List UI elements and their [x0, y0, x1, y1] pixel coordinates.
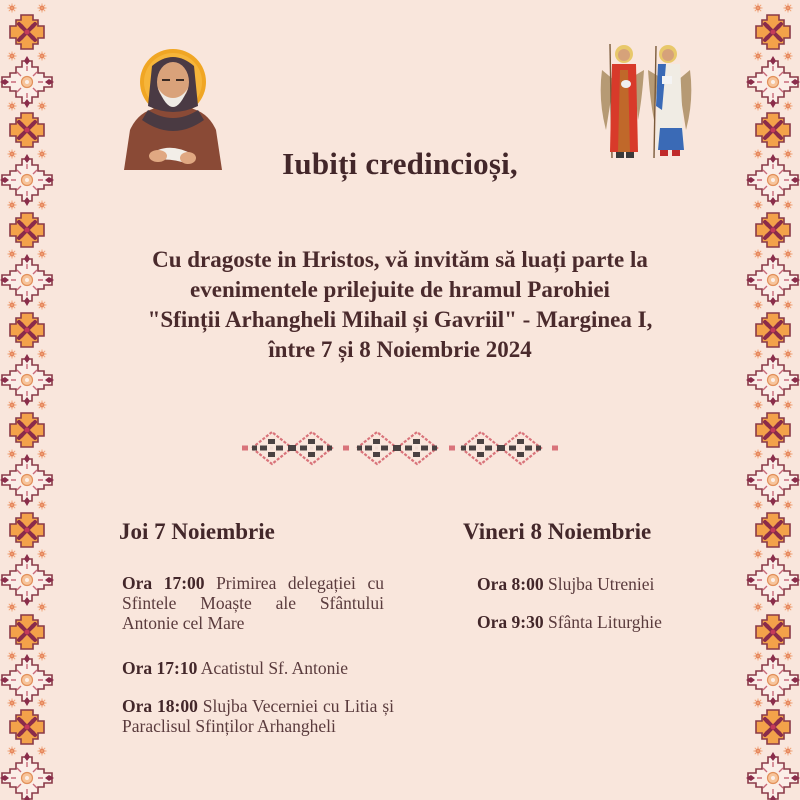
- schedule-event: [122, 658, 384, 678]
- day-heading-thursday: Joi 7 Noiembrie: [119, 519, 275, 544]
- event-description: Primirea delegației cu Sfintele Moaște ale Sfântului Antonie cel Mare: [122, 573, 384, 633]
- event-description: Acatistul Sf. Antonie: [200, 658, 349, 678]
- invitation-line: evenimentele prilejuite de hramul Parohiei: [190, 277, 610, 302]
- folk-border-right: [744, 0, 800, 800]
- invitation-text: [120, 245, 680, 365]
- invitation-line: "Sfinții Arhangheli Mihail și Gavriil" - Marginea I,: [147, 307, 653, 332]
- folk-embroidery-border-icon: [0, 0, 56, 800]
- event-time: Ora 18:00: [122, 696, 198, 716]
- greeting-heading: Iubiți credincioși,: [282, 146, 518, 181]
- day-heading-friday: Vineri 8 Noiembrie: [463, 519, 652, 544]
- event-description: Sfânta Liturghie: [547, 612, 662, 632]
- schedule-event: [477, 574, 717, 594]
- event-time: Ora 17:00: [122, 573, 205, 593]
- folk-embroidery-divider-icon: [240, 428, 560, 468]
- schedule-event: [477, 612, 717, 632]
- event-description: Slujba Utreniei: [547, 574, 655, 594]
- invitation-line: Cu dragoste in Hristos, vă invităm să luați parte la: [152, 247, 648, 272]
- event-description: Slujba Vecerniei cu Litia și Paraclisul Sfinților Arhangheli: [122, 696, 394, 736]
- schedule-event: [122, 573, 384, 633]
- schedule-event: [122, 696, 394, 736]
- folk-embroidery-border-icon: [744, 0, 800, 800]
- event-time: Ora 17:10: [122, 658, 198, 678]
- event-time: Ora 8:00: [477, 574, 544, 594]
- folk-border-left: [0, 0, 56, 800]
- event-time: Ora 9:30: [477, 612, 544, 632]
- invitation-line: între 7 și 8 Noiembrie 2024: [268, 337, 532, 362]
